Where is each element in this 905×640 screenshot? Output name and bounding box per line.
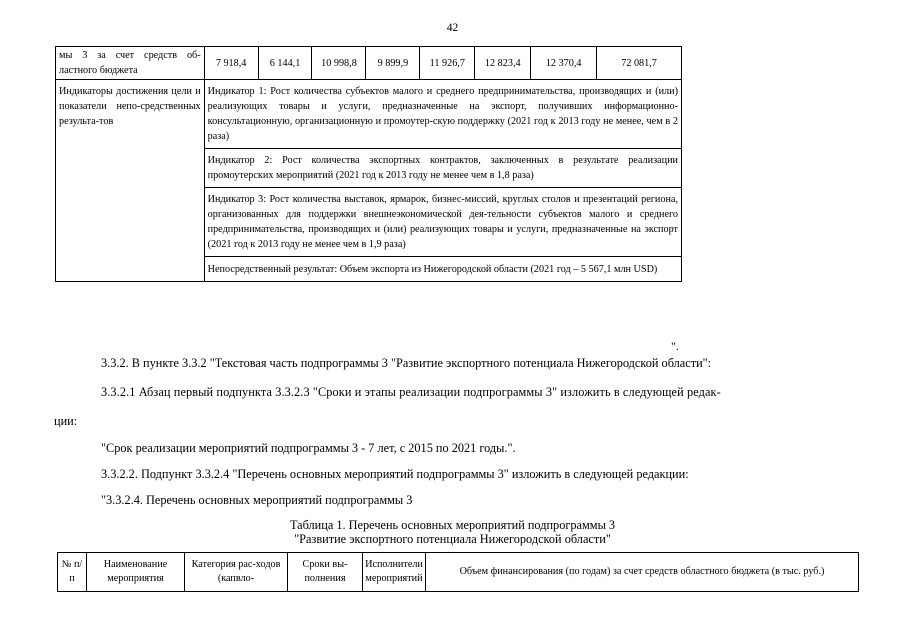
- funding-value: 12 370,4: [531, 47, 597, 80]
- funding-value: 7 918,4: [204, 47, 258, 80]
- header-funding-volume: Объем финансирования (по годам) за счет средств областного бюджета (в тыс. руб.): [426, 553, 859, 592]
- paragraph-3-3-2-4: "3.3.2.4. Перечень основных мероприятий подпрограммы 3: [101, 493, 413, 507]
- paragraph-3-3-2: 3.3.2. В пункте 3.3.2 "Текстовая часть подпрограммы 3 "Развитие экспортного потенциала Нижегородской области":: [101, 356, 712, 370]
- funding-label: мы 3 за счет средств об-ластного бюджета: [56, 47, 205, 80]
- funding-value: 6 144,1: [258, 47, 312, 80]
- table-caption-line1: Таблица 1. Перечень основных мероприятий подпрограммы 3: [289, 518, 616, 532]
- header-timeframe: Сроки вы-полнения: [288, 553, 363, 592]
- indicator-row: [56, 80, 682, 149]
- funding-row: [56, 47, 682, 80]
- funding-value: 12 823,4: [475, 47, 531, 80]
- indicator-1: Индикатор 1: Рост количества субъектов малого и среднего предпринимательства, производящих и (или) реализующих товары и услуги, предназначенные на экспорт, получивших информационно-консультационную, организационную и промоутер-скую поддержку (2021 год к 2013 году не менее, чем в 2 раза): [204, 80, 681, 149]
- indicator-3: Индикатор 3: Рост количества выставок, ярмарок, бизнес-миссий, круглых столов и презентаций региона, организованных для поддержки внешнеэкономической дея-тельности субъектов малого и среднего предпринимательства, производящих и (или) реализующих товары и услуги, предназначенные на экспорт (2021 год к 2013 году не менее чем в 1,9 раза): [204, 188, 681, 257]
- header-expense-category: Категория рас-ходов (капвло-: [185, 553, 288, 592]
- funding-value: 10 998,8: [312, 47, 366, 80]
- paragraph-3-3-2-1-cont: ции:: [54, 414, 78, 428]
- header-executors: Исполнители мероприятий: [363, 553, 426, 592]
- funding-value: 11 926,7: [420, 47, 475, 80]
- page-number: 42: [446, 22, 459, 34]
- table-header-row: [58, 553, 859, 592]
- indicator-2: Индикатор 2: Рост количества экспортных контрактов, заключенных в результате реализации промоутерских мероприятий (2021 год к 2013 году не менее чем в 1,8 раза): [204, 149, 681, 188]
- indicators-label: Индикаторы достижения цели и показатели непо-средственных результа-тов: [56, 80, 205, 282]
- header-number: № п/п: [58, 553, 87, 592]
- funding-total: 72 081,7: [597, 47, 682, 80]
- header-activity-name: Наименование мероприятия: [87, 553, 185, 592]
- table-caption-line2: "Развитие экспортного потенциала Нижегородской области": [294, 532, 611, 546]
- paragraph-3-3-2-2: 3.3.2.2. Подпункт 3.3.2.4 "Перечень основных мероприятий подпрограммы 3" изложить в следующей редакции:: [101, 467, 689, 481]
- subprogram-passport-table: [55, 46, 682, 282]
- activities-table: [57, 552, 859, 592]
- paragraph-term-quote: "Срок реализации мероприятий подпрограммы 3 - 7 лет, с 2015 по 2021 годы.".: [101, 441, 516, 455]
- closing-quote: ".: [671, 339, 679, 353]
- direct-result: Непосредственный результат: Объем экспорта из Нижегородской области (2021 год – 5 567,1 млн USD): [204, 257, 681, 282]
- funding-value: 9 899,9: [366, 47, 420, 80]
- paragraph-3-3-2-1: 3.3.2.1 Абзац первый подпункта 3.3.2.3 "Сроки и этапы реализации подпрограммы 3" изложить в следующей редак-: [101, 385, 721, 399]
